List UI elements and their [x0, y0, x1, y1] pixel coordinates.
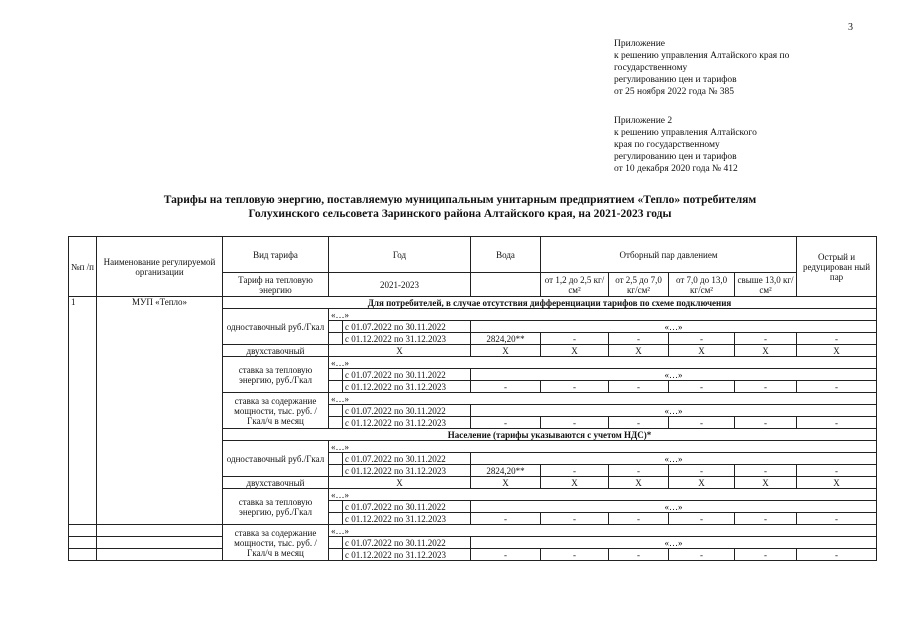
dash-cell: -: [797, 333, 877, 345]
appendix-note-line: государственному: [614, 63, 688, 73]
dash-cell: -: [797, 549, 877, 561]
appendix-note-line: регулированию цен и тарифов: [614, 75, 737, 85]
appendix-note-line: Приложение 2: [614, 116, 673, 126]
ellipsis-cell: «…»: [329, 489, 877, 501]
header-p4: свыше 13,0 кг/см²: [735, 273, 797, 297]
x-cell: Х: [669, 345, 735, 357]
dash-cell: -: [797, 465, 877, 477]
x-cell: Х: [735, 345, 797, 357]
header-num: №п /п: [69, 237, 97, 297]
x-cell: Х: [329, 345, 471, 357]
dash-cell: -: [541, 465, 609, 477]
dash-cell: -: [735, 381, 797, 393]
dash-cell: -: [669, 465, 735, 477]
x-cell: Х: [669, 477, 735, 489]
water-value-cell: 2824,20**: [471, 333, 541, 345]
dash-cell: -: [669, 549, 735, 561]
tariff-kind-cell: ставка за содержание мощности, тыс. руб. /Гкал/ч в месяц: [223, 525, 329, 561]
ellipsis-cell: «…»: [471, 321, 877, 333]
header-steam: Отборный пар давлением: [541, 237, 797, 273]
row-num: 1: [69, 297, 97, 525]
dash-cell: -: [797, 513, 877, 525]
document-title: [60, 193, 860, 221]
section-header: Для потребителей, в случае отсутствия дифференциации тарифов по схеме подключения: [223, 297, 877, 309]
period-cell: с 01.12.2022 по 31.12.2023: [343, 465, 471, 477]
tariff-kind-cell: ставка за тепловую энергию, руб./Гкал: [223, 357, 329, 393]
dash-cell: -: [735, 465, 797, 477]
tariff-table: [68, 236, 877, 561]
dash-cell: -: [609, 417, 669, 429]
x-cell: Х: [541, 477, 609, 489]
ellipsis-cell: «…»: [471, 369, 877, 381]
period-cell: с 01.07.2022 по 30.11.2022: [343, 501, 471, 513]
tariff-kind-cell: ставка за содержание мощности, тыс. руб. /Гкал/ч в месяц: [223, 393, 329, 429]
period-cell: с 01.12.2022 по 31.12.2023: [343, 381, 471, 393]
header-org: Наименование регулируемой организации: [97, 237, 223, 297]
title-line: Тарифы на тепловую энергию, поставляемую муниципальным унитарным предприятием «Тепло» потребителям: [163, 194, 757, 206]
dash-cell: -: [669, 381, 735, 393]
dash-cell: -: [471, 381, 541, 393]
dash-cell: -: [669, 333, 735, 345]
x-cell: Х: [609, 477, 669, 489]
dash-cell: -: [797, 417, 877, 429]
tariff-kind-cell: ставка за тепловую энергию, руб./Гкал: [223, 489, 329, 525]
water-value-cell: 2824,20**: [471, 465, 541, 477]
row1-year: 2021-2023: [329, 273, 471, 297]
ellipsis-cell: «…»: [329, 525, 877, 537]
ellipsis-cell: «…»: [329, 441, 877, 453]
header-p1: от 1,2 до 2,5 кг/см²: [541, 273, 609, 297]
x-cell: Х: [609, 345, 669, 357]
header-tariff-kind: Вид тарифа: [223, 237, 329, 273]
period-cell: с 01.12.2022 по 31.12.2023: [343, 513, 471, 525]
dash-cell: -: [541, 513, 609, 525]
dash-cell: -: [669, 417, 735, 429]
row1-kind: Тариф на тепловую энергию: [223, 273, 329, 297]
row1-water: [471, 273, 541, 297]
dash-cell: -: [471, 549, 541, 561]
dash-cell: -: [541, 381, 609, 393]
dash-cell: -: [735, 417, 797, 429]
section-header: Население (тарифы указываются с учетом НДС)*: [223, 429, 877, 441]
appendix-note-line: от 25 ноября 2022 года № 385: [614, 87, 735, 97]
ellipsis-cell: «…»: [471, 453, 877, 465]
appendix-note-1: [614, 38, 789, 98]
appendix-note-line: к решению управления Алтайского края по: [614, 51, 790, 61]
period-cell: с 01.12.2022 по 31.12.2023: [343, 549, 471, 561]
x-cell: Х: [735, 477, 797, 489]
header-p2: от 2,5 до 7,0 кг/см²: [609, 273, 669, 297]
dash-cell: -: [541, 333, 609, 345]
period-cell: с 01.07.2022 по 30.11.2022: [343, 321, 471, 333]
ellipsis-cell: «…»: [471, 405, 877, 417]
title-line: Голухинского сельсовета Заринского района Алтайского края, на 2021-2023 годы: [248, 208, 672, 220]
appendix-note-line: Приложение: [614, 39, 665, 49]
header-year: Год: [329, 237, 471, 273]
period-cell: с 01.07.2022 по 30.11.2022: [343, 369, 471, 381]
dash-cell: -: [541, 417, 609, 429]
appendix-note-line: к решению управления Алтайского: [614, 128, 757, 138]
dash-cell: -: [735, 333, 797, 345]
ellipsis-cell: «…»: [329, 357, 877, 369]
dash-cell: -: [471, 417, 541, 429]
appendix-note-line: края по государственному: [614, 140, 720, 150]
x-cell: Х: [541, 345, 609, 357]
tariff-kind-cell: двухставочный: [223, 345, 329, 357]
period-cell: с 01.07.2022 по 30.11.2022: [343, 453, 471, 465]
period-cell: с 01.07.2022 по 30.11.2022: [343, 537, 471, 549]
dash-cell: -: [609, 381, 669, 393]
tariff-kind-cell: одноставочный руб./Гкал: [223, 441, 329, 477]
dash-cell: -: [609, 333, 669, 345]
ellipsis-cell: «…»: [329, 309, 877, 321]
period-cell: с 01.12.2022 по 31.12.2023: [343, 333, 471, 345]
period-cell: с 01.07.2022 по 30.11.2022: [343, 405, 471, 417]
dash-cell: -: [609, 513, 669, 525]
x-cell: Х: [329, 477, 471, 489]
ellipsis-cell: «…»: [471, 537, 877, 549]
x-cell: Х: [797, 345, 877, 357]
dash-cell: -: [609, 465, 669, 477]
appendix-note-line: регулированию цен и тарифов: [614, 152, 737, 162]
dash-cell: -: [797, 381, 877, 393]
dash-cell: -: [735, 513, 797, 525]
header-water: Вода: [471, 237, 541, 273]
tariff-kind-cell: одноставочный руб./Гкал: [223, 309, 329, 345]
tariff-kind-cell: двухставочный: [223, 477, 329, 489]
x-cell: Х: [797, 477, 877, 489]
dash-cell: -: [669, 513, 735, 525]
x-cell: Х: [471, 345, 541, 357]
dash-cell: -: [735, 549, 797, 561]
page-number: 3: [848, 22, 853, 33]
ellipsis-cell: «…»: [329, 393, 877, 405]
row-org: МУП «Тепло»: [97, 297, 223, 525]
appendix-note-line: от 10 декабря 2020 года № 412: [614, 164, 738, 174]
header-sharp-steam: Острый и редуцирован ный пар: [797, 237, 877, 297]
period-cell: с 01.12.2022 по 31.12.2023: [343, 417, 471, 429]
dash-cell: -: [471, 513, 541, 525]
appendix-note-2: [614, 115, 757, 175]
ellipsis-cell: «…»: [471, 501, 877, 513]
x-cell: Х: [471, 477, 541, 489]
dash-cell: -: [541, 549, 609, 561]
dash-cell: -: [609, 549, 669, 561]
header-p3: от 7,0 до 13,0 кг/см²: [669, 273, 735, 297]
